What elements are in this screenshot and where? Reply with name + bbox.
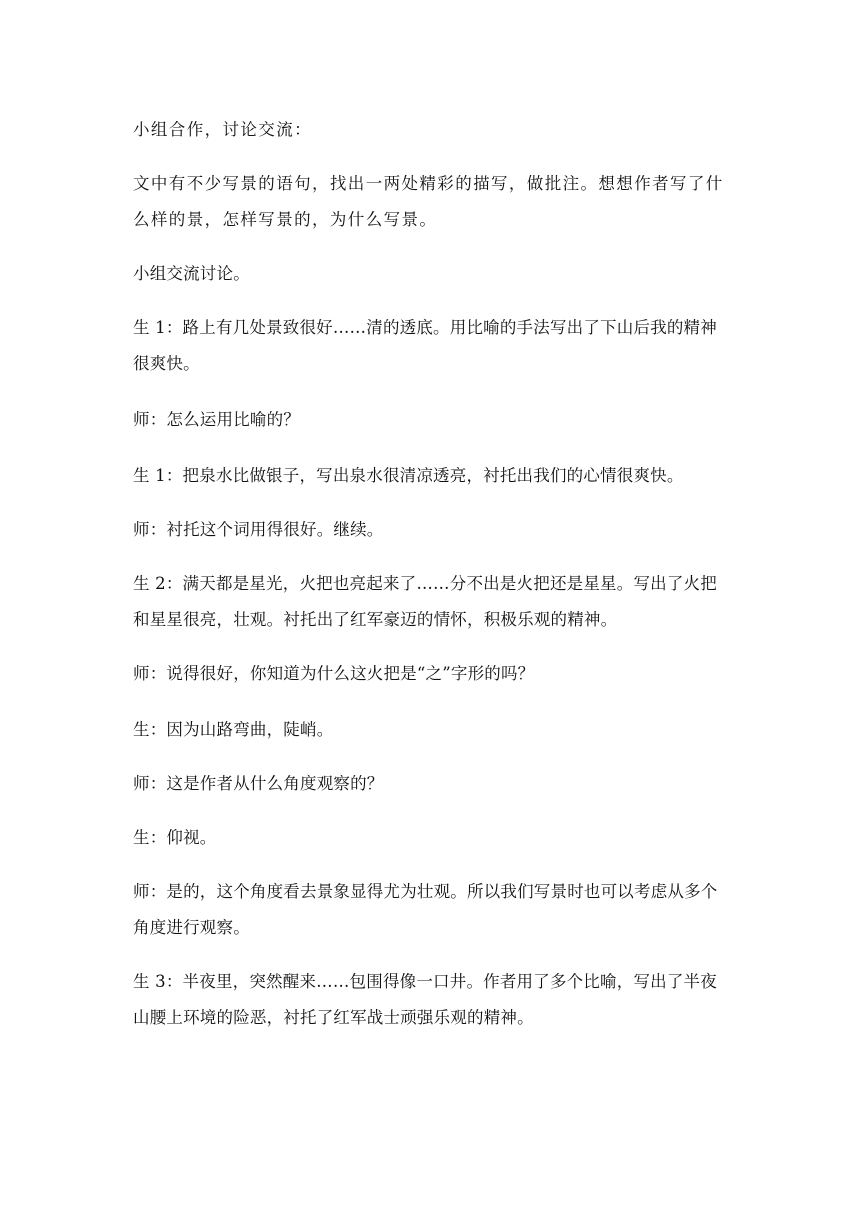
paragraph-student1-a: 生 1：路上有几处景致很好……清的透底。用比喻的手法写出了下山后我的精神很爽快。	[133, 318, 717, 373]
paragraph-teacher-e: 师：是的，这个角度看去景象显得尤为壮观。所以我们写景时也可以考虑从多个角度进行观察。	[133, 882, 718, 937]
paragraph-teacher-a: 师：怎么运用比喻的？	[133, 410, 300, 429]
paragraph-teacher-c: 师：说得很好，你知道为什么这火把是“之”字形的吗？	[133, 664, 535, 683]
paragraph-student3: 生 3：半夜里，突然醒来……包围得像一口井。作者用了多个比喻，写出了半夜山腰上环境的险恶，衬托了红军战士顽强乐观的精神。	[133, 972, 717, 1027]
paragraph-student2: 生 2：满天都是星光，火把也亮起来了……分不出是火把还是星星。写出了火把和星星很亮，壮观。衬托出了红军豪迈的情怀，积极乐观的精神。	[133, 574, 717, 629]
paragraph-group-task: 小组合作，讨论交流：	[133, 120, 312, 139]
paragraph-teacher-b: 师：衬托这个词用得很好。继续。	[133, 520, 384, 539]
paragraph-group-discussion: 小组交流讨论。	[133, 264, 250, 283]
paragraph-student-c: 生：因为山路弯曲，陡峭。	[133, 720, 334, 739]
paragraph-task-instructions: 文中有不少写景的语句，找出一两处精彩的描写，做批注。想想作者写了什么样的景，怎样写景的，为什么写景。	[133, 174, 724, 229]
paragraph-student-d: 生：仰视。	[133, 828, 217, 847]
paragraph-student1-b: 生 1：把泉水比做银子，写出泉水很清凉透亮，衬托出我们的心情很爽快。	[133, 466, 684, 485]
paragraph-teacher-d: 师：这是作者从什么角度观察的？	[133, 774, 384, 793]
